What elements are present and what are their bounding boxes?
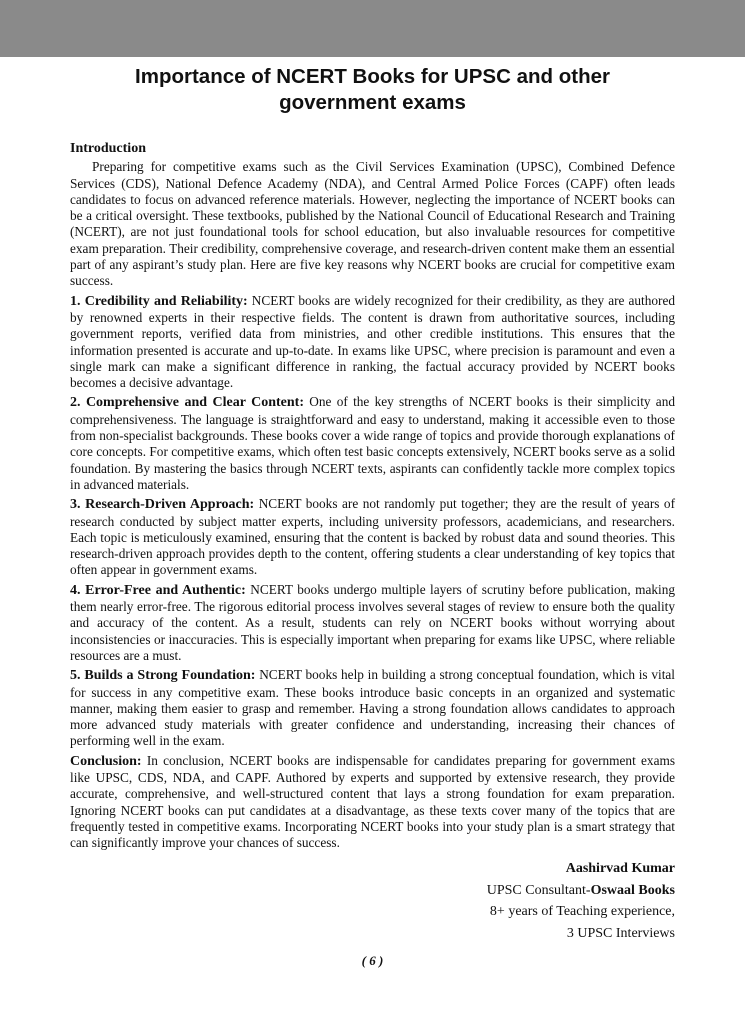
section-error-free [70,582,675,664]
section-heading: 3. Research-Driven Approach: [70,497,255,513]
author-role [487,880,675,902]
author-name: Aashirvad Kumar [565,861,675,876]
section-credibility [70,293,675,392]
title-line-2: government exams [279,91,466,114]
section-heading: 1. Credibility and Reliability: [70,293,248,309]
intro-heading: Introduction [70,141,146,156]
article-body [70,141,675,851]
section-foundation [70,667,675,749]
section-text: One of the key strengths of NCERT books is their simplicity and comprehensiveness. The language is straightforward and easy to understand, making it accessible even to those from non-specialist backgrounds. These books cover a wide range of topics and provide thorough explanations of core concepts. For competitive exams, which often test basic concepts extensively, NCERT books serve as a solid foundation. By mastering the basics through NCERT texts, aspirants can confidently tackle more complex topics in advanced materials. [70,394,676,492]
title-line-1: Importance of NCERT Books for UPSC and other [135,65,610,88]
section-comprehensive [70,394,675,493]
author-experience: 8+ years of Teaching experience, [489,904,675,919]
section-text: NCERT books are not randomly put together; they are the result of years of research conducted by subject matter experts, including university professors, academicians, and researchers. Each topic is meticulously examined, ensuring that the content is backed by robust data and sound theories. This research-driven approach provides depth to the content, offering students a clear understanding of key topics that often appear in government exams. [70,496,676,578]
section-heading: 2. Comprehensive and Clear Content: [70,395,305,411]
section-text: NCERT books help in building a strong conceptual foundation, which is vital for success in any competitive exam. These books introduce basic concepts in an organized and systematic manner, making them easier to grasp and remember. Having a strong foundation allows candidates to approach more advanced study materials with greater confidence and understanding, increasing their chances of performing well in the exam. [70,667,675,749]
author-signature [487,858,675,944]
section-text: NCERT books are widely recognized for their credibility, as they are authored by renowned experts in their respective fields. The content is drawn from authoritative sources, including government reports, verified data from ministries, and other credible institutions. This ensures that the information presented is accurate and up-to-date. In exams like UPSC, where precision is paramount and even a single mark can make a significant difference in ranking, the factual accuracy provided by NCERT books becomes a decisive advantage. [70,292,675,391]
header-band [0,0,745,57]
author-interviews: 3 UPSC Interviews [566,925,675,941]
page-title [70,64,675,116]
author-brand: Oswaal Books [590,882,675,898]
section-heading: 5. Builds a Strong Foundation: [70,668,256,684]
author-role-prefix: UPSC Consultant- [486,882,591,898]
section-heading: Conclusion: [70,753,142,769]
section-text: In conclusion, NCERT books are indispensable for candidates preparing for government exams like UPSC, CDS, NDA, and CAPF. Authored by experts and supported by extensive research, they provide accurate, comprehensive, and well-structured content that lays a strong foundation for exam preparation. Ignoring NCERT books can put candidates at a disadvantage, as these texts cover many of the topics that are frequently tested in competitive exams. Incorporating NCERT books into your study plan is a smart strategy that can significantly improve your chances of success. [70,752,675,851]
intro-paragraph: Preparing for competitive exams such as the Civil Services Examination (UPSC), Combined Defence Services (CDS), National Defence Academy (NDA), and Central Armed Police Forces (CAPF) often leads candidates to focus on advanced reference materials. However, neglecting the importance of NCERT books can be a critical oversight. These textbooks, published by the National Council of Educational Research and Training (NCERT), are not just foundational tools for school education, but also invaluable resources for competitive exam preparation. Their credibility, comprehensive coverage, and research-driven content make them an essential part of any aspirant’s study plan. Here are five key reasons why NCERT books are crucial for competitive exam success. [70,159,675,289]
section-research [70,496,675,578]
section-conclusion [70,753,675,852]
page-number: ( 6 ) [361,953,384,968]
section-heading: 4. Error-Free and Authentic: [70,582,246,598]
section-text: NCERT books undergo multiple layers of scrutiny before publication, making them nearly error-free. The rigorous editorial process involves several stages of review to ensure both the quality and accuracy of the content. As a result, students can rely on NCERT books without worrying about inconsistencies or inaccuracies. This is especially important when preparing for exams like UPSC, where reliable resources are a must. [70,581,676,663]
